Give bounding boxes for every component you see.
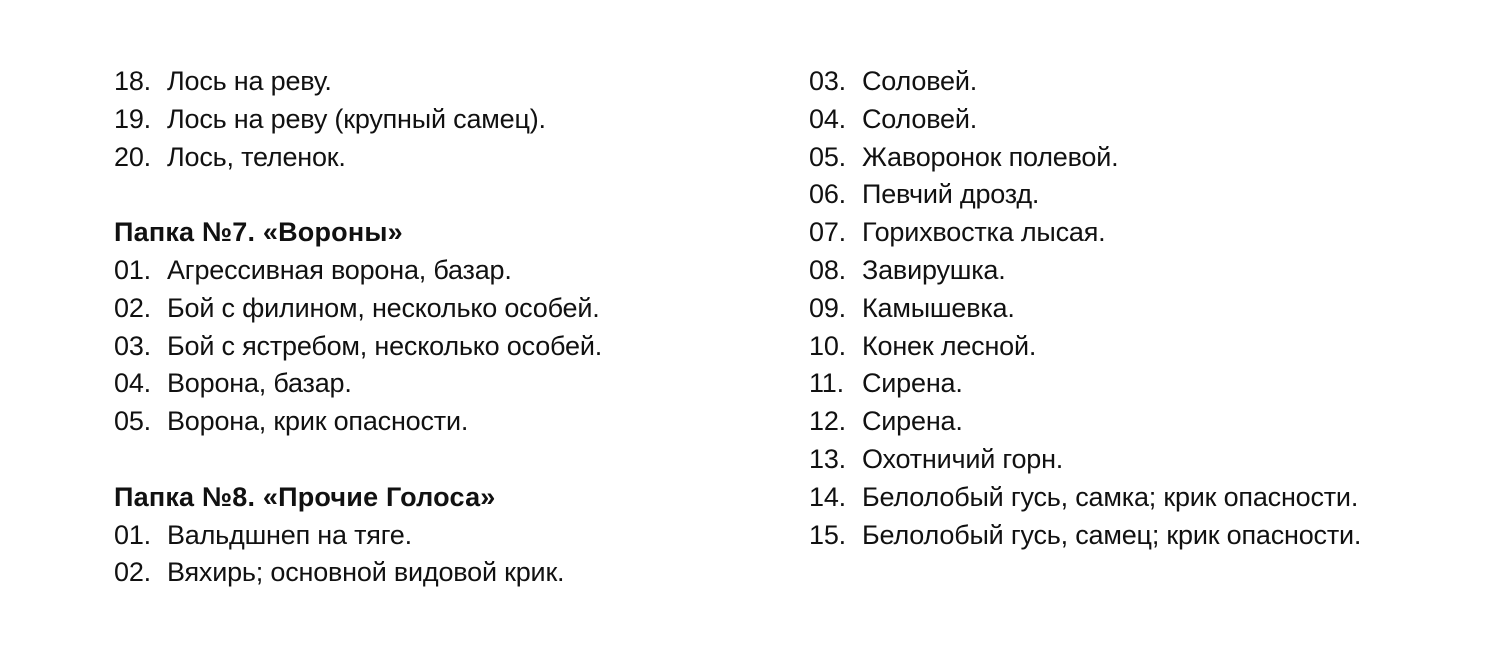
item-number: 08.: [809, 254, 846, 285]
list-item: [809, 517, 1469, 555]
list-item: [809, 328, 1469, 366]
item-text: Соловей.: [862, 103, 978, 134]
list-item: [809, 403, 1469, 441]
item-number: 05.: [809, 141, 846, 172]
item-text: Завирушка.: [862, 254, 1006, 285]
item-number: 14.: [809, 481, 846, 512]
list-item: [114, 63, 774, 101]
item-number: 19.: [114, 103, 151, 134]
item-text: Вальдшнеп на тяге.: [167, 519, 412, 550]
item-text: Горихвостка лысая.: [862, 217, 1106, 248]
item-text: Агрессивная ворона, базар.: [167, 254, 512, 285]
item-text: Вяхирь; основной видовой крик.: [167, 557, 565, 588]
list-item: [809, 63, 1469, 101]
list-item: [114, 139, 774, 177]
item-text: Лось на реву (крупный самец).: [167, 103, 546, 134]
item-number: 02.: [114, 557, 151, 588]
item-text: Певчий дрозд.: [862, 179, 1040, 210]
folder-7-heading: Папка №7. «Вороны»: [114, 217, 403, 248]
item-number: 04.: [809, 103, 846, 134]
list-item: [114, 403, 774, 441]
item-number: 01.: [114, 254, 151, 285]
item-number: 12.: [809, 406, 846, 437]
item-text: Лось на реву.: [167, 66, 332, 96]
list-item: [114, 554, 774, 592]
item-text: Бой с ястребом, несколько особей.: [167, 330, 602, 361]
folder-8-heading: Папка №8. «Прочие Голоса»: [114, 481, 496, 512]
item-text: Соловей.: [862, 66, 978, 96]
item-number: 06.: [809, 179, 846, 210]
list-item: [114, 517, 774, 555]
left-column: [114, 63, 774, 592]
item-number: 03.: [809, 66, 846, 96]
item-text: Жаворонок полевой.: [862, 141, 1119, 172]
item-text: Лось, теленок.: [167, 141, 346, 172]
section-spacer: [114, 441, 774, 479]
list-item: [809, 139, 1469, 177]
list-item: [114, 252, 774, 290]
item-number: 09.: [809, 292, 846, 323]
item-text: Ворона, базар.: [167, 368, 352, 399]
item-number: 15.: [809, 519, 846, 550]
list-item: [809, 365, 1469, 403]
item-number: 13.: [809, 443, 846, 474]
list-item: [809, 290, 1469, 328]
item-number: 03.: [114, 330, 151, 361]
list-item: [809, 252, 1469, 290]
item-text: Охотничий горн.: [862, 443, 1064, 474]
item-number: 11.: [809, 368, 844, 399]
item-text: Бой с филином, несколько особей.: [167, 292, 600, 323]
list-item: [114, 290, 774, 328]
item-number: 02.: [114, 292, 151, 323]
list-item: [114, 328, 774, 366]
list-item: [809, 441, 1469, 479]
item-text: Конек лесной.: [862, 330, 1037, 361]
list-item: [114, 101, 774, 139]
item-text: Белолобый гусь, самка; крик опасности.: [862, 481, 1359, 512]
item-number: 20.: [114, 141, 151, 172]
item-number: 07.: [809, 217, 846, 248]
list-item: [809, 101, 1469, 139]
item-text: Ворона, крик опасности.: [167, 406, 469, 437]
item-number: 18.: [114, 66, 151, 96]
right-column: [809, 63, 1469, 554]
list-item: [809, 479, 1469, 517]
item-number: 05.: [114, 406, 151, 437]
item-number: 10.: [809, 330, 846, 361]
item-text: Сирена.: [862, 368, 963, 399]
item-number: 04.: [114, 368, 151, 399]
list-item: [809, 214, 1469, 252]
item-number: 01.: [114, 519, 151, 550]
item-text: Сирена.: [862, 406, 963, 437]
section-spacer: [114, 176, 774, 214]
item-text: Белолобый гусь, самец; крик опасности.: [862, 519, 1362, 550]
list-item: [809, 176, 1469, 214]
list-item: [114, 365, 774, 403]
item-text: Камышевка.: [862, 292, 1015, 323]
